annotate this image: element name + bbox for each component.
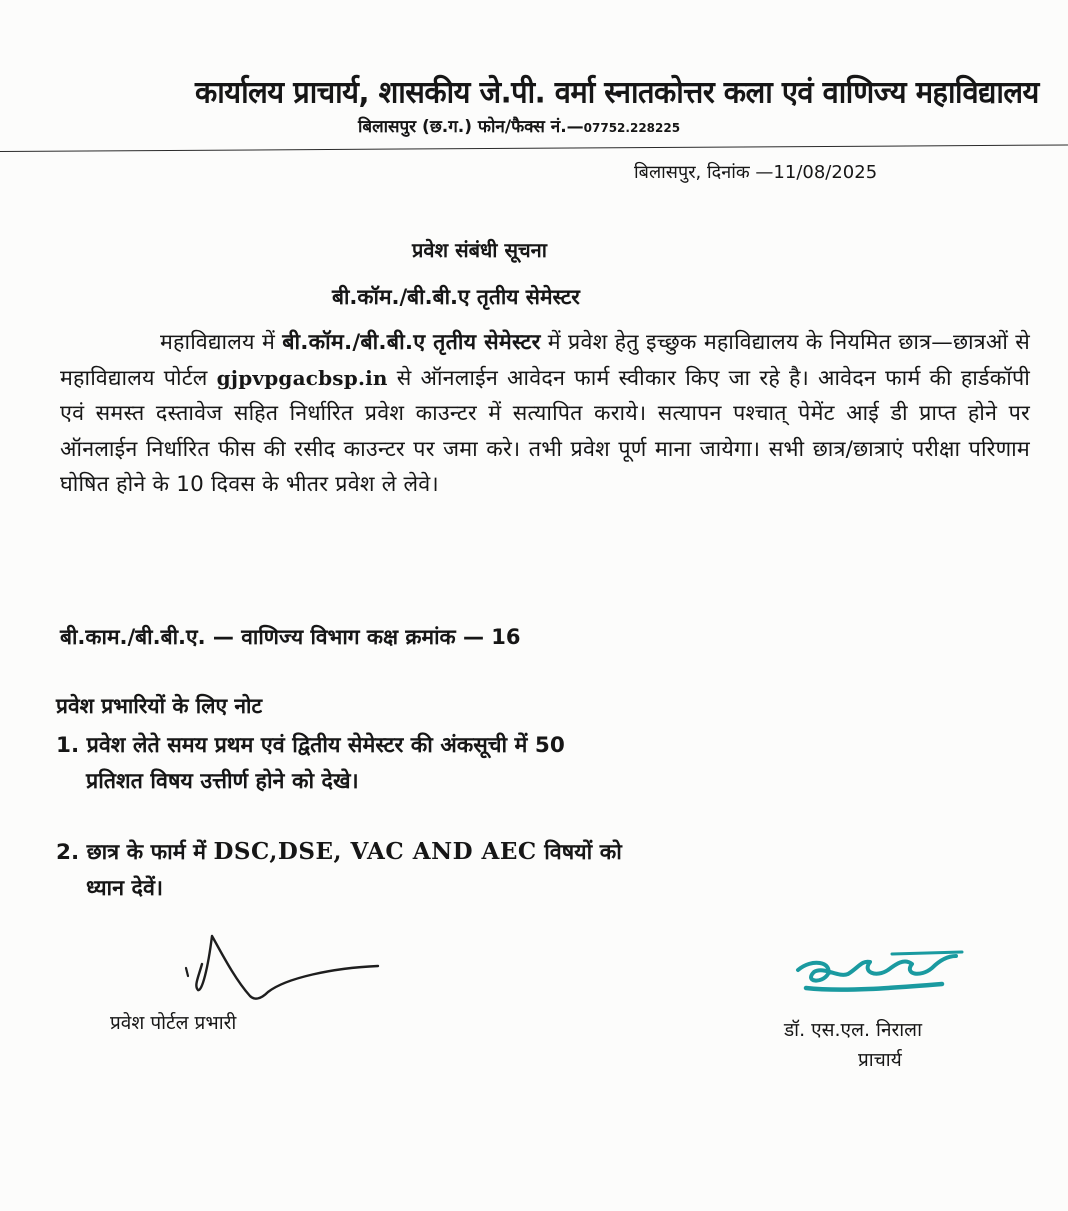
para-text-3: से ऑनलाईन आवेदन फार्म स्वीकार किए जा रहे है। आवेदन फार्म की हार्डकॉपी एवं समस्त दस्तावेज सहित निर्धारित प्रवेश काउन्टर में सत्यापित कराये। सत्यापन पश्चात् पेमेंट आई डी प्राप्त होने पर ऑनलाईन निर्धारित फीस की रसीद काउन्टर पर जमा करे। तभी प्रवेश पूर्ण माना जायेगा। सभी छात्र/छात्राएं परीक्षा परिणाम घोषित होने के 10 दिवस के भीतर प्रवेश ले लेवे। bbox=[60, 365, 1030, 497]
notice-title: प्रवेश संबंधी सूचना bbox=[412, 238, 547, 262]
note-2-suffix: विषयों को bbox=[536, 840, 622, 865]
notice-subtitle: बी.कॉम./बी.बी.ए तृतीय सेमेस्टर bbox=[332, 285, 580, 309]
notice-body-paragraph bbox=[60, 325, 1030, 503]
room-number-line: बी.काम./बी.बी.ए. — वाणिज्य विभाग कक्ष क्रमांक — 16 bbox=[60, 625, 521, 649]
principal-name: डॉ. एस.एल. निराला bbox=[784, 1019, 922, 1041]
address-text: बिलासपुर (छ.ग.) फोन/फैक्स नं.— bbox=[358, 117, 584, 137]
principal-title: प्राचार्य bbox=[858, 1049, 902, 1071]
note-item-2 bbox=[56, 834, 916, 907]
note-item-1 bbox=[56, 728, 916, 800]
note-2-subjects: DSC,DSE, VAC AND AEC bbox=[213, 838, 537, 865]
portal-incharge-label: प्रवेश पोर्टल प्रभारी bbox=[110, 1012, 237, 1034]
phone-number: 07752.228225 bbox=[583, 121, 681, 135]
office-header-title: कार्यालय प्राचार्य, शासकीय जे.पी. वर्मा स्नातकोत्तर कला एवं वाणिज्य महाविद्यालय bbox=[195, 74, 1039, 110]
office-address-line bbox=[358, 114, 680, 137]
note-2-line-2: ध्यान देवें। bbox=[86, 876, 164, 901]
para-text-1: महाविद्यालय में bbox=[160, 330, 283, 355]
para-course-bold: बी.कॉम./बी.बी.ए तृतीय सेमेस्टर bbox=[282, 330, 541, 355]
principal-signature bbox=[792, 948, 982, 1008]
note-2-prefix: 2. छात्र के फार्म में bbox=[56, 840, 214, 865]
notes-heading: प्रवेश प्रभारियों के लिए नोट bbox=[56, 694, 263, 718]
para-text-2: में प्रवेश हेतु इच्छुक महाविद्यालय के नियमित छात्र—छात्रओं से महाविद्यालय पोर्टल bbox=[60, 330, 1030, 391]
portal-url: gjpvpgacbsp.in bbox=[216, 365, 388, 390]
header-divider bbox=[0, 144, 1068, 152]
note-1-line-1: 1. प्रवेश लेते समय प्रथम एवं द्वितीय सेमेस्टर की अंकसूची में 50 bbox=[56, 733, 565, 758]
portal-incharge-signature bbox=[182, 930, 382, 1010]
place-date-line: बिलासपुर, दिनांक —11/08/2025 bbox=[634, 162, 878, 183]
note-1-line-2: प्रतिशत विषय उत्तीर्ण होने को देखे। bbox=[86, 769, 359, 794]
